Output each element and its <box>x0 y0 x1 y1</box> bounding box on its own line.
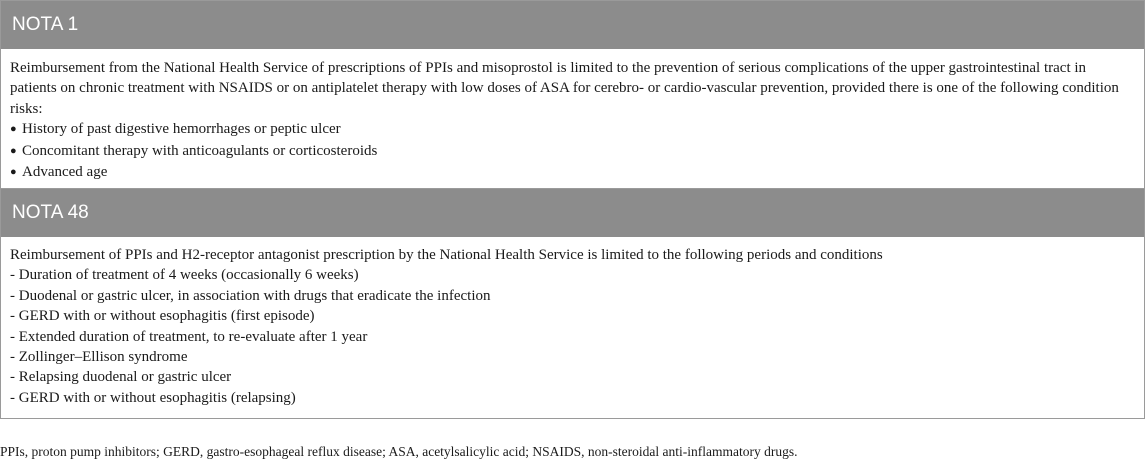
section-header-nota-1: NOTA 1 <box>1 1 1144 49</box>
section-intro-text: Reimbursement of PPIs and H2-receptor antagonist prescription by the National Health Service is limited to the following periods and conditions <box>10 247 883 263</box>
section-body-nota-48 <box>1 237 1144 419</box>
section-intro-text: Reimbursement from the National Health Service of prescriptions of PPIs and misoprostol is limited to the prevention of serious complications of the upper gastrointestinal tract in patients on chronic treatment with NSAIDS or on antiplatelet therapy with low doses of ASA for cerebro- or cardio-vascular prevention, provided there is one of the following condition risks: <box>10 60 1119 117</box>
list-item: - Extended duration of treatment, to re-evaluate after 1 year <box>10 327 1135 347</box>
table-footnote: PPIs, proton pump inhibitors; GERD, gastro-esophageal reflux disease; ASA, acetylsalicylic acid; NSAIDS, non-steroidal anti-inflammatory drugs. <box>0 444 798 459</box>
list-item: - GERD with or without esophagitis (relapsing) <box>10 388 1135 408</box>
list-item: - Zollinger–Ellison syndrome <box>10 347 1135 367</box>
list-item: - Duration of treatment of 4 weeks (occasionally 6 weeks) <box>10 265 1135 285</box>
condition-risk-list <box>10 119 1135 183</box>
list-item: ● Concomitant therapy with anticoagulants or corticosteroids <box>10 141 1135 162</box>
section-body-nota-1 <box>1 49 1144 189</box>
list-item: - Duodenal or gastric ulcer, in association with drugs that eradicate the infection <box>10 286 1135 306</box>
conditions-list <box>10 265 1135 408</box>
list-item: ● History of past digestive hemorrhages or peptic ulcer <box>10 119 1135 140</box>
list-item: - GERD with or without esophagitis (first episode) <box>10 306 1135 326</box>
section-header-nota-48: NOTA 48 <box>1 189 1144 237</box>
list-item: ● Advanced age <box>10 162 1135 183</box>
list-item: - Relapsing duodenal or gastric ulcer <box>10 367 1135 387</box>
